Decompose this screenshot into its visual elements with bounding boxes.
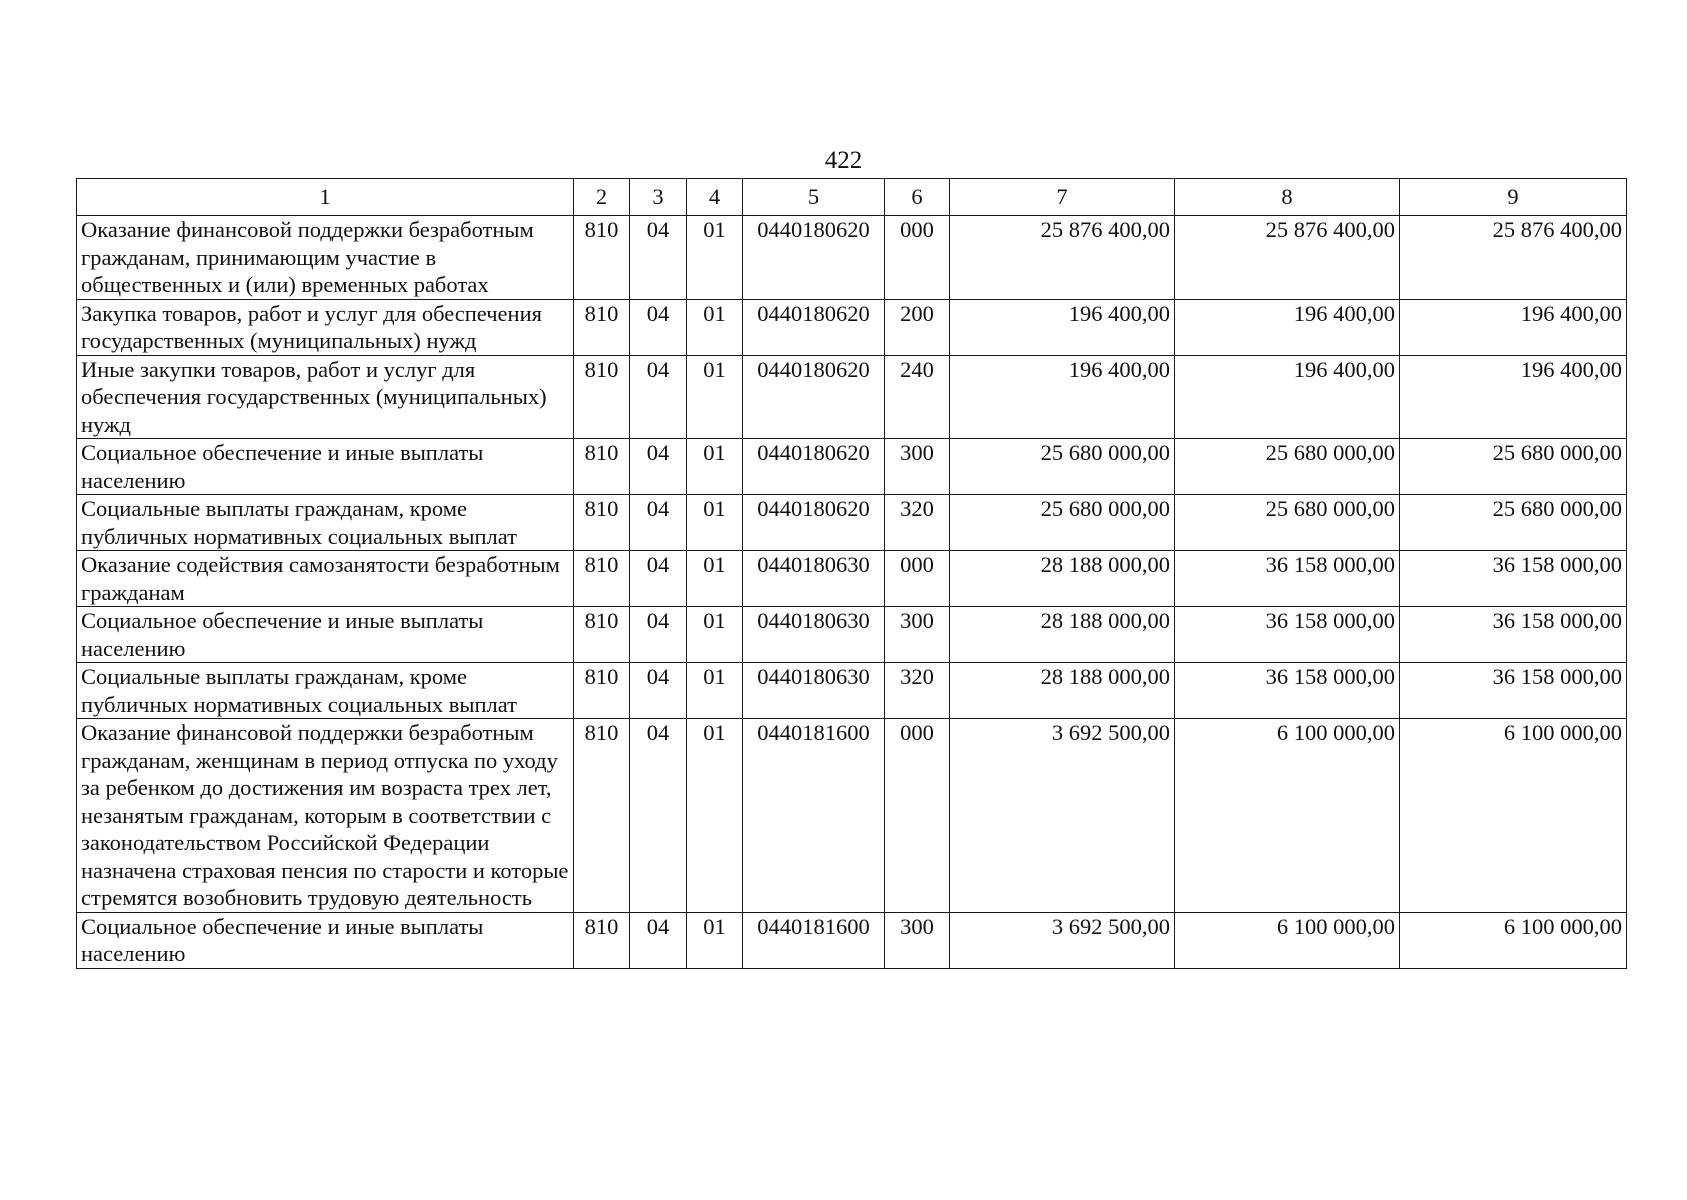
amount-col9-cell: 25 680 000,00 (1400, 439, 1627, 495)
target-article-cell: 0440180620 (743, 495, 885, 551)
target-article-cell: 0440180630 (743, 663, 885, 719)
amount-col7-cell: 25 680 000,00 (950, 439, 1175, 495)
expense-type-cell: 200 (885, 299, 950, 355)
amount-col8-cell: 36 158 000,00 (1175, 551, 1400, 607)
table-row (77, 607, 1627, 663)
section-code-cell: 04 (630, 663, 687, 719)
amount-col8-cell: 25 680 000,00 (1175, 495, 1400, 551)
amount-col9-cell: 36 158 000,00 (1400, 663, 1627, 719)
amount-col7-cell: 3 692 500,00 (950, 912, 1175, 968)
target-article-cell: 0440181600 (743, 719, 885, 913)
amount-col8-cell: 36 158 000,00 (1175, 663, 1400, 719)
subsection-code-cell: 01 (687, 663, 743, 719)
row-name-cell: Закупка товаров, работ и услуг для обеспечения государственных (муниципальных) нужд (77, 299, 574, 355)
header-cell-8: 8 (1175, 179, 1400, 216)
amount-col9-cell: 6 100 000,00 (1400, 912, 1627, 968)
row-name-cell: Социальные выплаты гражданам, кроме публичных нормативных социальных выплат (77, 495, 574, 551)
row-name-cell: Социальное обеспечение и иные выплаты населению (77, 607, 574, 663)
target-article-cell: 0440180620 (743, 299, 885, 355)
admin-code-cell: 810 (574, 912, 630, 968)
subsection-code-cell: 01 (687, 551, 743, 607)
subsection-code-cell: 01 (687, 607, 743, 663)
amount-col7-cell: 25 876 400,00 (950, 216, 1175, 300)
page-number: 422 (824, 147, 863, 174)
table-row (77, 216, 1627, 300)
table-row (77, 355, 1627, 439)
subsection-code-cell: 01 (687, 439, 743, 495)
expense-type-cell: 300 (885, 439, 950, 495)
target-article-cell: 0440180620 (743, 216, 885, 300)
subsection-code-cell: 01 (687, 299, 743, 355)
header-cell-7: 7 (950, 179, 1175, 216)
admin-code-cell: 810 (574, 216, 630, 300)
table-row (77, 495, 1627, 551)
target-article-cell: 0440180620 (743, 439, 885, 495)
table-row (77, 439, 1627, 495)
section-code-cell: 04 (630, 439, 687, 495)
amount-col7-cell: 196 400,00 (950, 299, 1175, 355)
header-cell-3: 3 (630, 179, 687, 216)
amount-col7-cell: 28 188 000,00 (950, 607, 1175, 663)
subsection-code-cell: 01 (687, 216, 743, 300)
row-name-cell: Оказание финансовой поддержки безработным гражданам, женщинам в период отпуска по уходу за ребенком до достижения им возраста трех лет, незанятым гражданам, которым в соответствии с законодательством Российской Федерации назначена страховая пенсия по старости и которые стремятся возобновить трудовую деятельность (77, 719, 574, 913)
section-code-cell: 04 (630, 216, 687, 300)
section-code-cell: 04 (630, 355, 687, 439)
amount-col8-cell: 6 100 000,00 (1175, 719, 1400, 913)
amount-col9-cell: 25 876 400,00 (1400, 216, 1627, 300)
admin-code-cell: 810 (574, 663, 630, 719)
section-code-cell: 04 (630, 607, 687, 663)
expense-type-cell: 240 (885, 355, 950, 439)
table-row (77, 912, 1627, 968)
admin-code-cell: 810 (574, 439, 630, 495)
table-row (77, 719, 1627, 913)
section-code-cell: 04 (630, 551, 687, 607)
header-row (77, 179, 1627, 216)
amount-col9-cell: 6 100 000,00 (1400, 719, 1627, 913)
header-cell-6: 6 (885, 179, 950, 216)
admin-code-cell: 810 (574, 495, 630, 551)
row-name-cell: Оказание содействия самозанятости безработным гражданам (77, 551, 574, 607)
amount-col9-cell: 36 158 000,00 (1400, 551, 1627, 607)
budget-table (76, 178, 1627, 969)
amount-col8-cell: 196 400,00 (1175, 355, 1400, 439)
section-code-cell: 04 (630, 299, 687, 355)
row-name-cell: Социальные выплаты гражданам, кроме публичных нормативных социальных выплат (77, 663, 574, 719)
header-cell-5: 5 (743, 179, 885, 216)
target-article-cell: 0440181600 (743, 912, 885, 968)
row-name-cell: Социальное обеспечение и иные выплаты населению (77, 912, 574, 968)
target-article-cell: 0440180630 (743, 607, 885, 663)
subsection-code-cell: 01 (687, 495, 743, 551)
expense-type-cell: 300 (885, 607, 950, 663)
table-row (77, 299, 1627, 355)
section-code-cell: 04 (630, 495, 687, 551)
subsection-code-cell: 01 (687, 912, 743, 968)
subsection-code-cell: 01 (687, 719, 743, 913)
admin-code-cell: 810 (574, 607, 630, 663)
amount-col8-cell: 36 158 000,00 (1175, 607, 1400, 663)
amount-col8-cell: 196 400,00 (1175, 299, 1400, 355)
amount-col9-cell: 25 680 000,00 (1400, 495, 1627, 551)
header-cell-4: 4 (687, 179, 743, 216)
amount-col7-cell: 28 188 000,00 (950, 551, 1175, 607)
expense-type-cell: 000 (885, 216, 950, 300)
header-cell-2: 2 (574, 179, 630, 216)
header-cell-9: 9 (1400, 179, 1627, 216)
row-name-cell: Оказание финансовой поддержки безработным гражданам, принимающим участие в общественных и (или) временных работах (77, 216, 574, 300)
expense-type-cell: 320 (885, 495, 950, 551)
amount-col8-cell: 25 680 000,00 (1175, 439, 1400, 495)
expense-type-cell: 000 (885, 719, 950, 913)
amount-col9-cell: 36 158 000,00 (1400, 607, 1627, 663)
amount-col7-cell: 25 680 000,00 (950, 495, 1175, 551)
amount-col7-cell: 196 400,00 (950, 355, 1175, 439)
target-article-cell: 0440180620 (743, 355, 885, 439)
admin-code-cell: 810 (574, 299, 630, 355)
admin-code-cell: 810 (574, 355, 630, 439)
header-cell-1: 1 (77, 179, 574, 216)
expense-type-cell: 300 (885, 912, 950, 968)
row-name-cell: Социальное обеспечение и иные выплаты населению (77, 439, 574, 495)
amount-col9-cell: 196 400,00 (1400, 355, 1627, 439)
expense-type-cell: 000 (885, 551, 950, 607)
amount-col8-cell: 25 876 400,00 (1175, 216, 1400, 300)
target-article-cell: 0440180630 (743, 551, 885, 607)
table-row (77, 663, 1627, 719)
section-code-cell: 04 (630, 719, 687, 913)
admin-code-cell: 810 (574, 719, 630, 913)
row-name-cell: Иные закупки товаров, работ и услуг для обеспечения государственных (муниципальных) нужд (77, 355, 574, 439)
expense-type-cell: 320 (885, 663, 950, 719)
section-code-cell: 04 (630, 912, 687, 968)
amount-col8-cell: 6 100 000,00 (1175, 912, 1400, 968)
amount-col7-cell: 3 692 500,00 (950, 719, 1175, 913)
table-row (77, 551, 1627, 607)
amount-col9-cell: 196 400,00 (1400, 299, 1627, 355)
subsection-code-cell: 01 (687, 355, 743, 439)
admin-code-cell: 810 (574, 551, 630, 607)
amount-col7-cell: 28 188 000,00 (950, 663, 1175, 719)
